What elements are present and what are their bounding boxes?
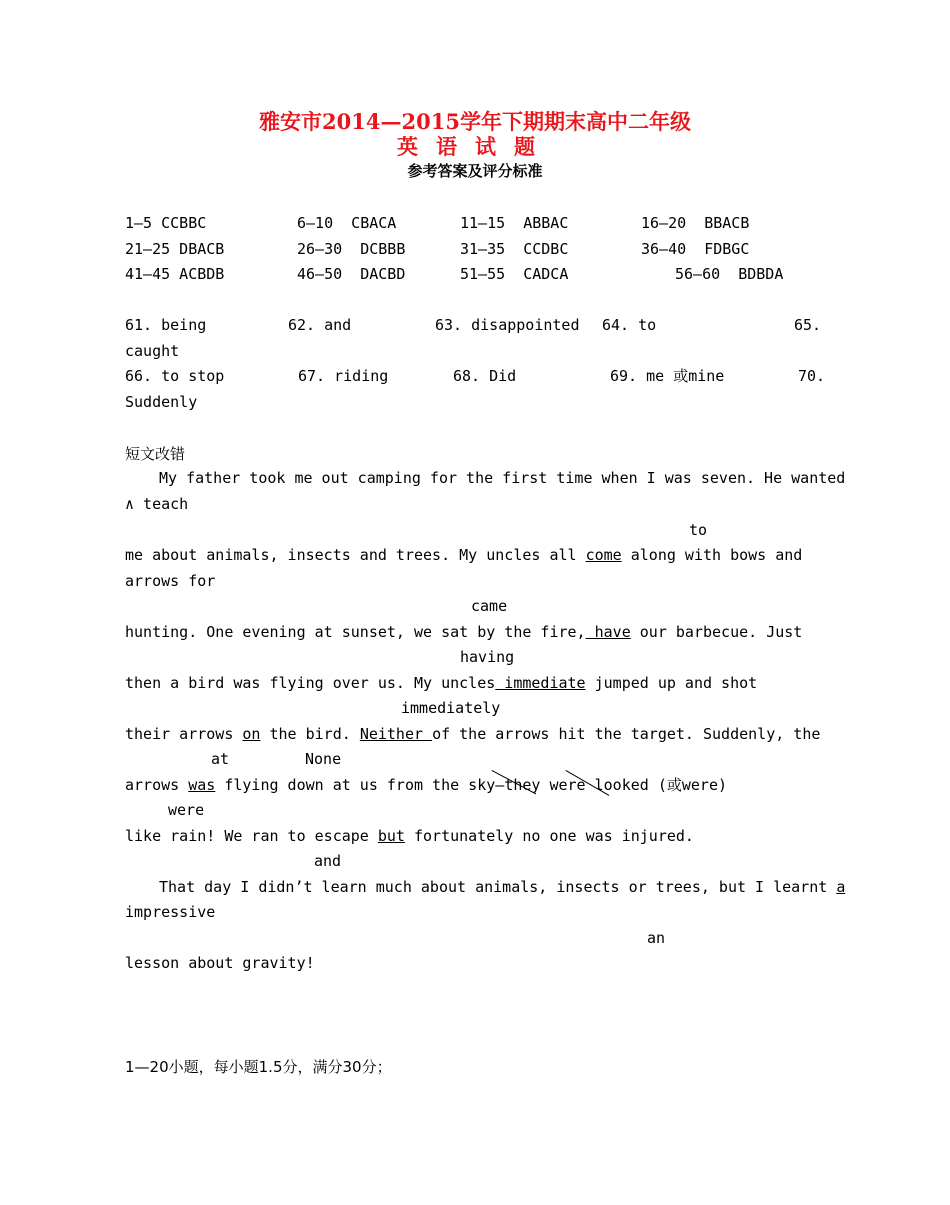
correction-word: at	[211, 750, 230, 768]
error-word: was	[188, 776, 216, 794]
mc-answer: 6—10 CBACA	[297, 214, 397, 232]
mc-answer: 26—30 DCBBB	[297, 240, 406, 258]
subject-title: 英语试题	[397, 134, 553, 159]
fill-answer: 70.	[798, 367, 826, 385]
error-word: Neither	[359, 725, 433, 743]
mc-answer: 11—15 ABBAC	[460, 214, 569, 232]
fill-answer: 66. to stop	[125, 367, 225, 385]
passage-line: My father took me out camping for the first time when I was seven. He wanted	[159, 469, 846, 487]
mc-answer: 46—50 DACBD	[297, 265, 406, 283]
passage-line: their arrows on the bird. Neither of the arrows hit the target. Suddenly, the	[125, 725, 821, 743]
passage-line: arrows for	[125, 572, 216, 590]
page-title: 雅安市2014—2015学年下期期末高中二年级	[259, 109, 691, 134]
passage-line: arrows was flying down at us from the sky—they were looked (或were)	[125, 776, 728, 794]
passage-line: like rain! We ran to escape but fortunately no one was injured.	[125, 827, 694, 845]
fill-answer: 68. Did	[453, 367, 517, 385]
passage-line: lesson about gravity!	[125, 954, 315, 972]
correction-word: an	[647, 929, 666, 947]
scoring-note: 1—20小题，每小题1.5分，满分30分；	[125, 1058, 392, 1076]
correction-word: having	[460, 648, 515, 666]
fill-answer: 67. riding	[298, 367, 389, 385]
fill-answer: 65.	[794, 316, 822, 334]
error-word: have	[585, 623, 631, 641]
correction-word: to	[689, 521, 708, 539]
passage-line: That day I didn’t learn much about animals, insects or trees, but I learnt a	[159, 878, 846, 896]
fill-answer: 64. to	[602, 316, 657, 334]
passage-line: hunting. One evening at sunset, we sat by the fire, have our barbecue. Just	[125, 623, 803, 641]
section-title: 短文改错	[125, 445, 186, 463]
mc-answer: 31—35 CCDBC	[460, 240, 569, 258]
fill-answer: Suddenly	[125, 393, 198, 411]
page-subtitle: 参考答案及评分标准	[407, 162, 543, 180]
correction-word: came	[471, 597, 508, 615]
passage-line: me about animals, insects and trees. My uncles all come along with bows and	[125, 546, 803, 564]
passage-line: ∧ teach	[125, 495, 189, 513]
fill-answer: 61. being	[125, 316, 207, 334]
fill-answer: caught	[125, 342, 180, 360]
error-word: but	[377, 827, 405, 845]
mc-answer: 1—5 CCBBC	[125, 214, 207, 232]
correction-word: None	[305, 750, 342, 768]
passage-line: then a bird was flying over us. My uncles immediate jumped up and shot	[125, 674, 758, 692]
mc-answer: 56—60 BDBDA	[675, 265, 784, 283]
mc-answer: 36—40 FDBGC	[641, 240, 750, 258]
fill-answer: 62. and	[288, 316, 352, 334]
error-word: a	[836, 878, 846, 896]
mc-answer: 16—20 BBACB	[641, 214, 750, 232]
correction-word: and	[314, 852, 342, 870]
correction-word: immediately	[401, 699, 501, 717]
error-word: immediate	[495, 674, 586, 692]
fill-answer: 69. me 或mine	[610, 367, 725, 385]
mc-answer: 51—55 CADCA	[460, 265, 569, 283]
passage-line: impressive	[125, 903, 216, 921]
correction-word: were	[168, 801, 205, 819]
mc-answer: 21—25 DBACB	[125, 240, 225, 258]
error-word: come	[585, 546, 622, 564]
mc-answer: 41—45 ACBDB	[125, 265, 225, 283]
error-word: on	[242, 725, 261, 743]
fill-answer: 63. disappointed	[435, 316, 580, 334]
